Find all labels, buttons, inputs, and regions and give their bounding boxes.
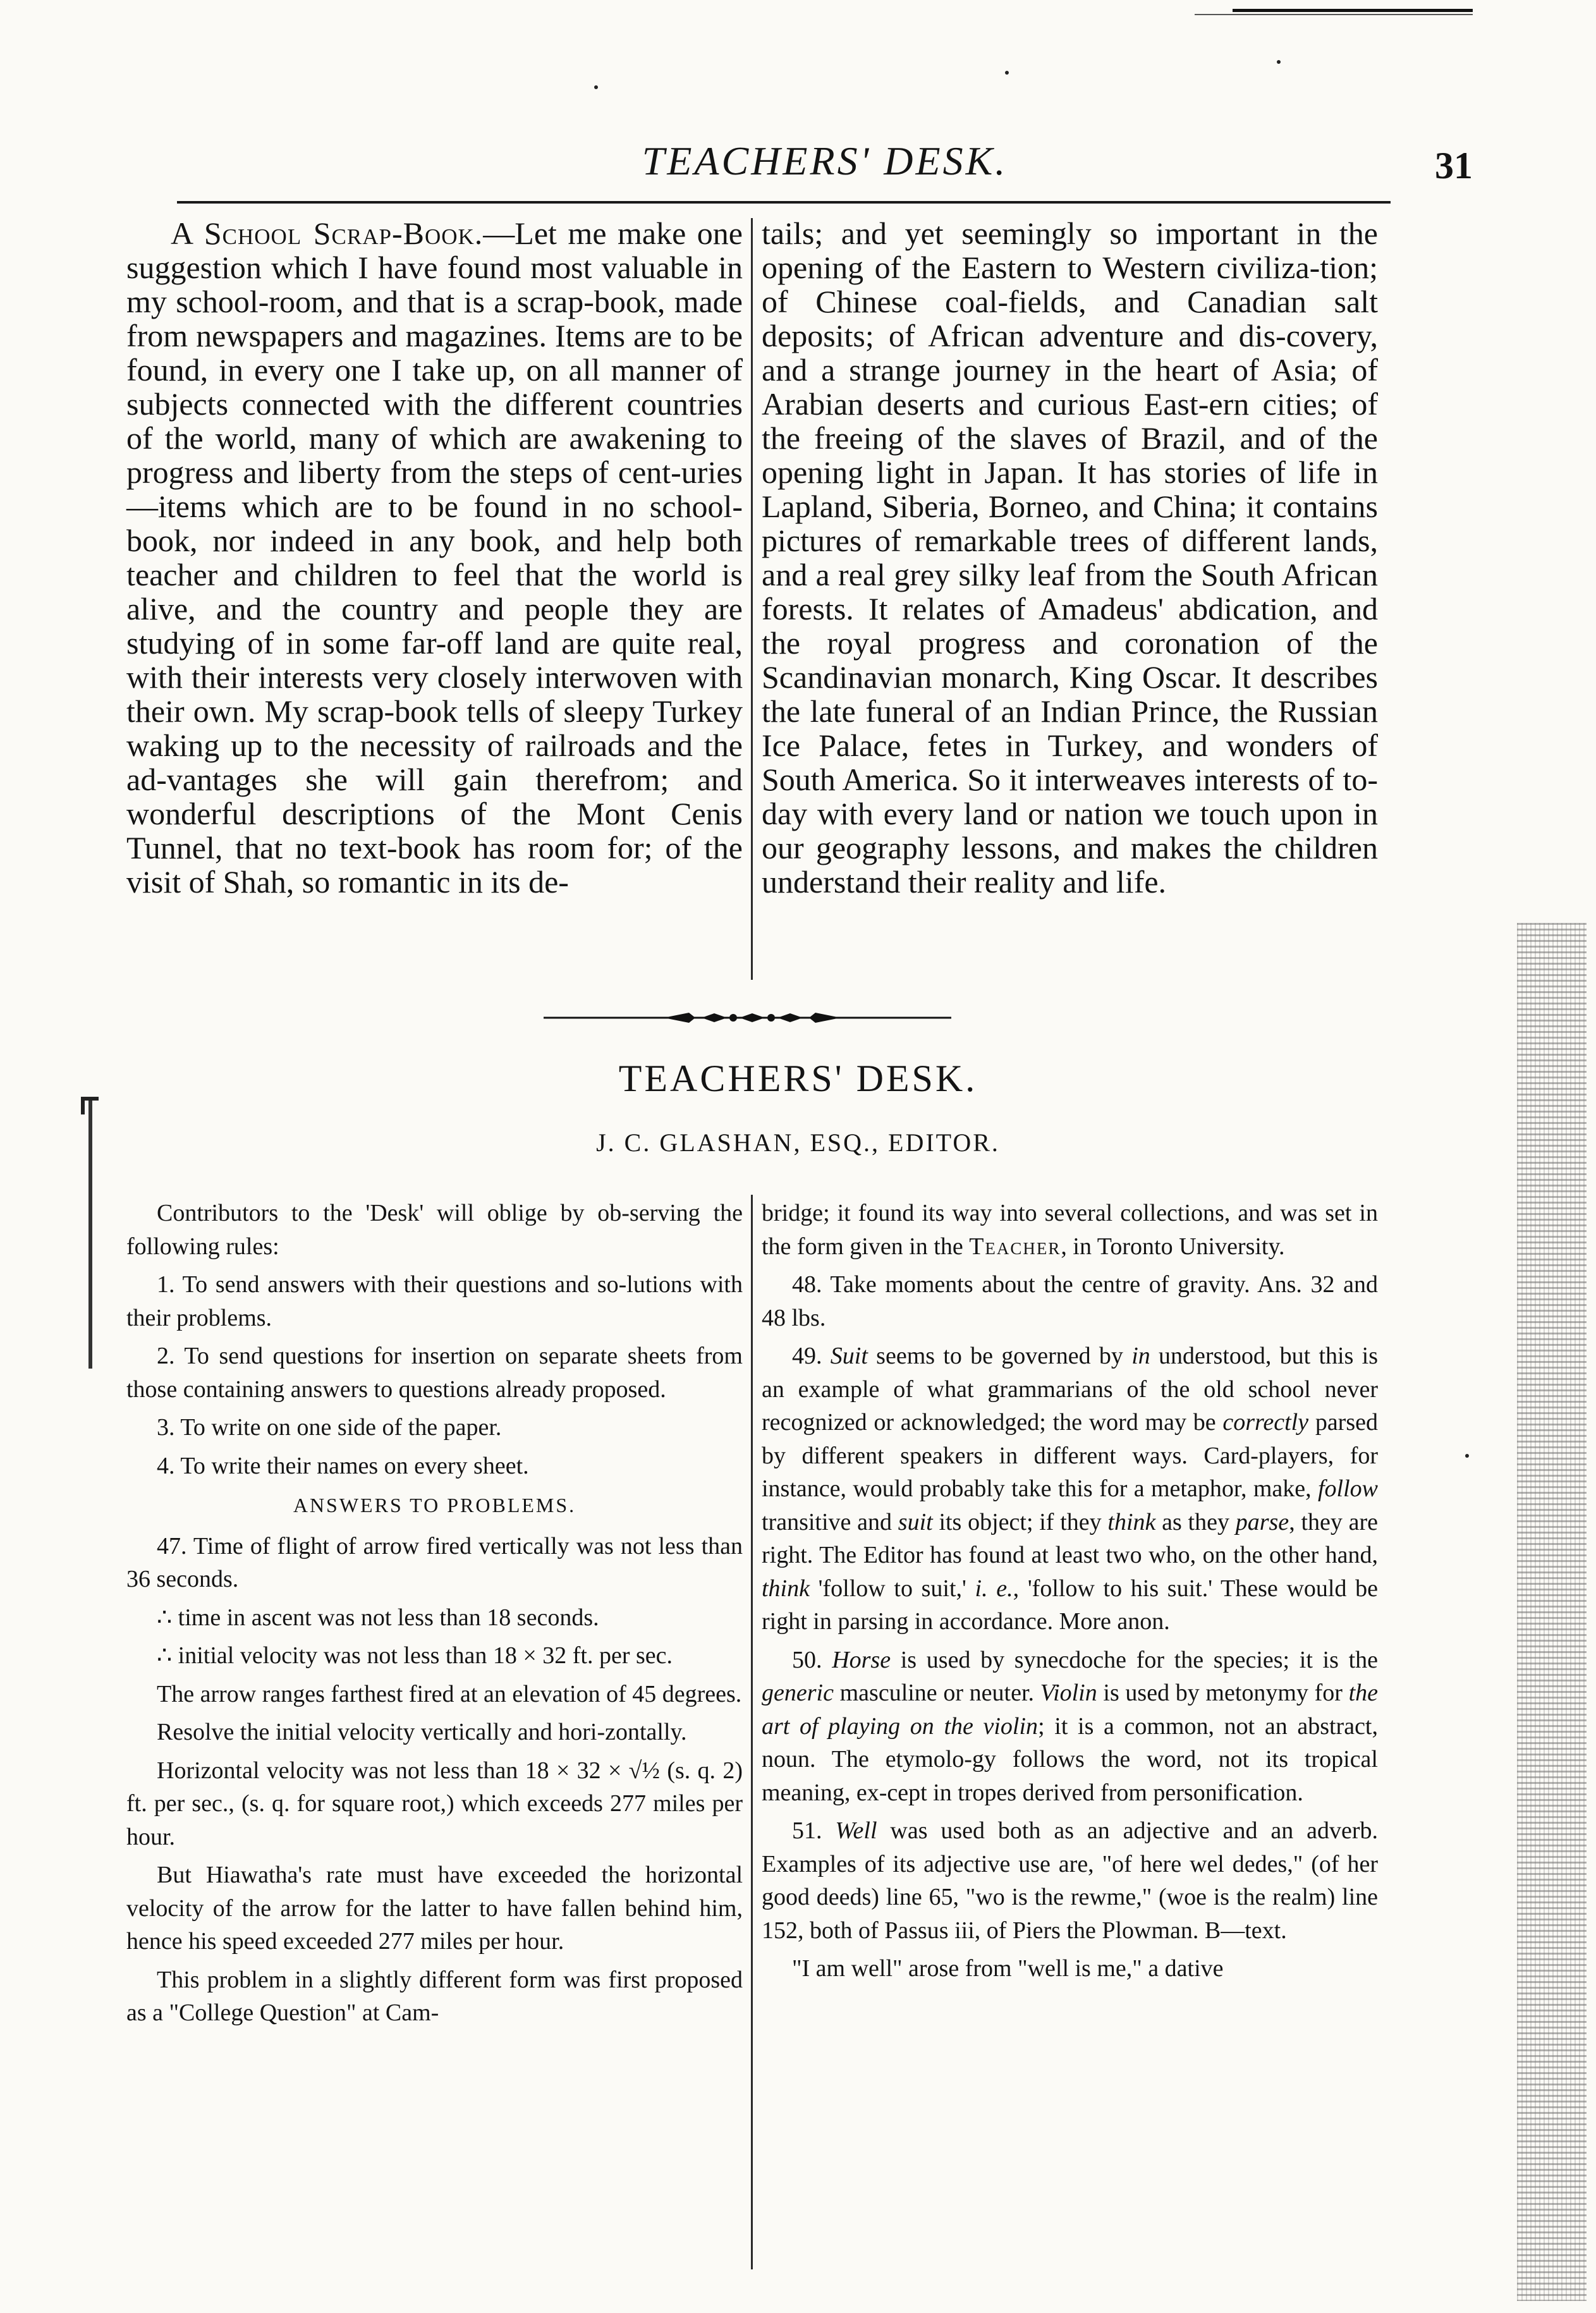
speck-mark [1277, 60, 1281, 64]
answer-48: 48. Take moments about the centre of gravity. Ans. 32 and 48 lbs. [762, 1271, 1378, 1331]
desk-column-right [762, 1197, 1378, 1991]
header-rule [177, 201, 1391, 204]
word-violin: Violin [1040, 1680, 1097, 1706]
answer-47-e: Resolve the initial velocity vertically and hori-zontally. [157, 1719, 687, 1745]
phrase-art-of-playing: the art of playing on the violin [762, 1680, 1379, 1740]
word-parse: parse [1235, 1508, 1289, 1535]
word-think-2: think [762, 1575, 810, 1602]
answer-47-b: ∴ time in ascent was not less than 18 seconds. [157, 1604, 599, 1631]
answer-47-continued [762, 1197, 1378, 1263]
answer-47-cont-b: , in Toronto University. [1061, 1233, 1285, 1260]
word-generic: generic [762, 1680, 834, 1706]
answer-50 [762, 1644, 1378, 1810]
speck-mark [1465, 1454, 1469, 1458]
speck-mark [594, 85, 598, 89]
answer-51 [762, 1814, 1378, 1947]
answer-49-num: 49. [792, 1343, 831, 1369]
scrapbook-paragraph [126, 216, 743, 899]
answer-49-t5: its object; if they [932, 1508, 1108, 1535]
answer-49-t9: , 'follow to his suit.' These would be right in parsing in accordance. More anon. [762, 1575, 1378, 1635]
running-header [177, 130, 1473, 200]
answer-50-num: 50. [792, 1646, 832, 1673]
margin-bracket-mark [88, 1097, 92, 1369]
page-number: 31 [1435, 145, 1473, 186]
section-title: TEACHERS' DESK. [618, 1058, 978, 1099]
column-divider-top [751, 218, 753, 980]
answer-49-t2: understood, but this is an example of what grammarians of the old school never recognized or acknowledged; the word may be [762, 1343, 1378, 1436]
answer-50-t1: is used by synecdoche for the species; it is the [891, 1646, 1378, 1673]
word-correctly: correctly [1222, 1409, 1309, 1436]
word-think: think [1107, 1508, 1156, 1535]
scrapbook-column-right [762, 216, 1378, 899]
answer-49-t7: , they are right. The Editor has found at least two who, on the other hand, [762, 1508, 1379, 1568]
answers-subheading: ANSWERS TO PROBLEMS. [293, 1494, 576, 1517]
answer-50-t3: is used by metonymy for [1097, 1680, 1349, 1706]
editor-byline: J. C. GLASHAN, ESQ., EDITOR. [596, 1128, 1000, 1157]
answer-51-num: 51. [792, 1817, 836, 1844]
answer-49-t1: seems to be governed by [867, 1343, 1132, 1369]
answer-49-t8: 'follow to suit,' [809, 1575, 975, 1602]
teacher-journal-name: Teacher [969, 1233, 1061, 1260]
answer-49-t6: as they [1155, 1508, 1236, 1535]
scrapbook-text-right: tails; and yet seemingly so important in the opening of the Eastern to Western civiliza-tion; of Chinese coal-fields, and Canadian salt deposits; of African adventure and dis-covery, and a strange journey in the heart of Asia; of Arabian deserts and curious East-ern cities; of the freeing of the slaves of Brazil, and of the opening light in Japan. It has stories of life in Lapland, Siberia, Borneo, and China; it contains pictures of remarkable trees of different lands, and a real grey silky leaf from the South African forests. It relates of Amadeus' abdication, and the royal progress and coronation of the Scandinavian monarch, King Oscar. It describes the late funeral of an Indian Prince, the Russian Ice Palace, fetes in Turkey, and wonders of South America. So it interweaves interests of to-day with every land or nation we touch upon in our geography lessons, and makes the children understand their reality and life. [762, 216, 1378, 900]
desk-column-left [126, 1197, 743, 2035]
speck-mark [1005, 71, 1009, 75]
scrapbook-lead: A School Scrap-Book. [171, 216, 484, 251]
word-horse: Horse [832, 1646, 891, 1673]
rule-3: 3. To write on one side of the paper. [157, 1414, 502, 1441]
word-in: in [1131, 1343, 1150, 1369]
margin-bracket-hook [81, 1097, 99, 1114]
scrapbook-column-left [126, 216, 743, 899]
rule-2: 2. To send questions for insertion on separate sheets from those containing answers to questions already proposed. [126, 1343, 743, 1403]
top-border-rule-thin [1195, 14, 1473, 15]
answer-50-t4: ; it is a common, not an abstract, noun. The etymolo-gy follows the word, not its tropical meaning, ex-cept in tropes derived from personification. [762, 1712, 1378, 1806]
word-follow: follow [1317, 1475, 1378, 1502]
answer-51-t1: was used both as an adjective and an adverb. Examples of its adjective use are, "of here wel dedes," (of her good deeds) line 65, "wo is the rewme," (woe is the realm) line 152, both of Passus iii, of Piers the Plowman. B—text. [762, 1817, 1378, 1944]
answer-47-g: But Hiawatha's rate must have exceeded the horizontal velocity of the arrow for the latter to have fallen behind him, hence his speed exceeded 277 miles per hour. [126, 1862, 743, 1955]
column-divider-bottom [751, 1195, 753, 2269]
answer-51-b: "I am well" arose from "well is me," a dative [792, 1955, 1224, 1982]
answer-47-h: This problem in a slightly different form was first proposed as a "College Question" at Cam- [126, 1966, 743, 2026]
word-well: Well [835, 1817, 877, 1844]
answer-47-f: Horizontal velocity was not less than 18 × 32 × √½ (s. q. 2) ft. per sec., (s. q. for square root,) which exceeds 277 miles per hour. [126, 1757, 743, 1850]
answer-47-a: 47. Time of flight of arrow fired vertically was not less than 36 seconds. [126, 1532, 743, 1592]
top-border-rule [1233, 9, 1473, 12]
section-ornament [544, 1009, 951, 1027]
answer-49 [762, 1340, 1378, 1639]
page-edge-texture [1517, 923, 1587, 2301]
rule-4: 4. To write their names on every sheet. [157, 1452, 529, 1479]
word-ie: i. e. [975, 1575, 1013, 1602]
rule-1: 1. To send answers with their questions and so-lutions with their problems. [126, 1271, 743, 1331]
answer-50-t2: masculine or neuter. [833, 1680, 1040, 1706]
scrapbook-text-left: —Let me make one suggestion which I have found most valuable in my school-room, and that is a scrap-book, made from newspapers and magazines. Items are to be found, in every one I take up, on all manner of subjects connected with the different countries of the world, many of which are awakening to progress and liberty from the steps of cent-uries—items which are to be found in no school-book, nor indeed in any book, and help both teacher and children to feel that the world is alive, and the country and people they are studying of in some far-off land are quite real, with their interests very closely interwoven with their own. My scrap-book tells of sleepy Turkey waking up to the necessity of railroads and the ad-vantages she will gain therefrom; and wonderful descriptions of the Mont Cenis Tunnel, that no text-book has room for; of the visit of Shah, so romantic in its de- [126, 216, 743, 900]
word-suit-2: suit [898, 1508, 933, 1535]
answer-47-d: The arrow ranges farthest fired at an elevation of 45 degrees. [157, 1680, 742, 1707]
running-title: TEACHERS' DESK. [642, 138, 1008, 183]
answer-47-cont-a: bridge; it found its way into several collections, and was set in the form given in the [762, 1200, 1378, 1260]
answer-47-c: ∴ initial velocity was not less than 18 × 32 ft. per sec. [157, 1642, 673, 1669]
word-suit: Suit [830, 1343, 868, 1369]
contributors-intro: Contributors to the 'Desk' will oblige by ob-serving the following rules: [126, 1200, 743, 1260]
answer-49-t3: parsed by different speakers in different ways. Card-players, for instance, would probably take this for a metaphor, make, [762, 1409, 1378, 1502]
answer-49-t4: transitive and [762, 1508, 898, 1535]
